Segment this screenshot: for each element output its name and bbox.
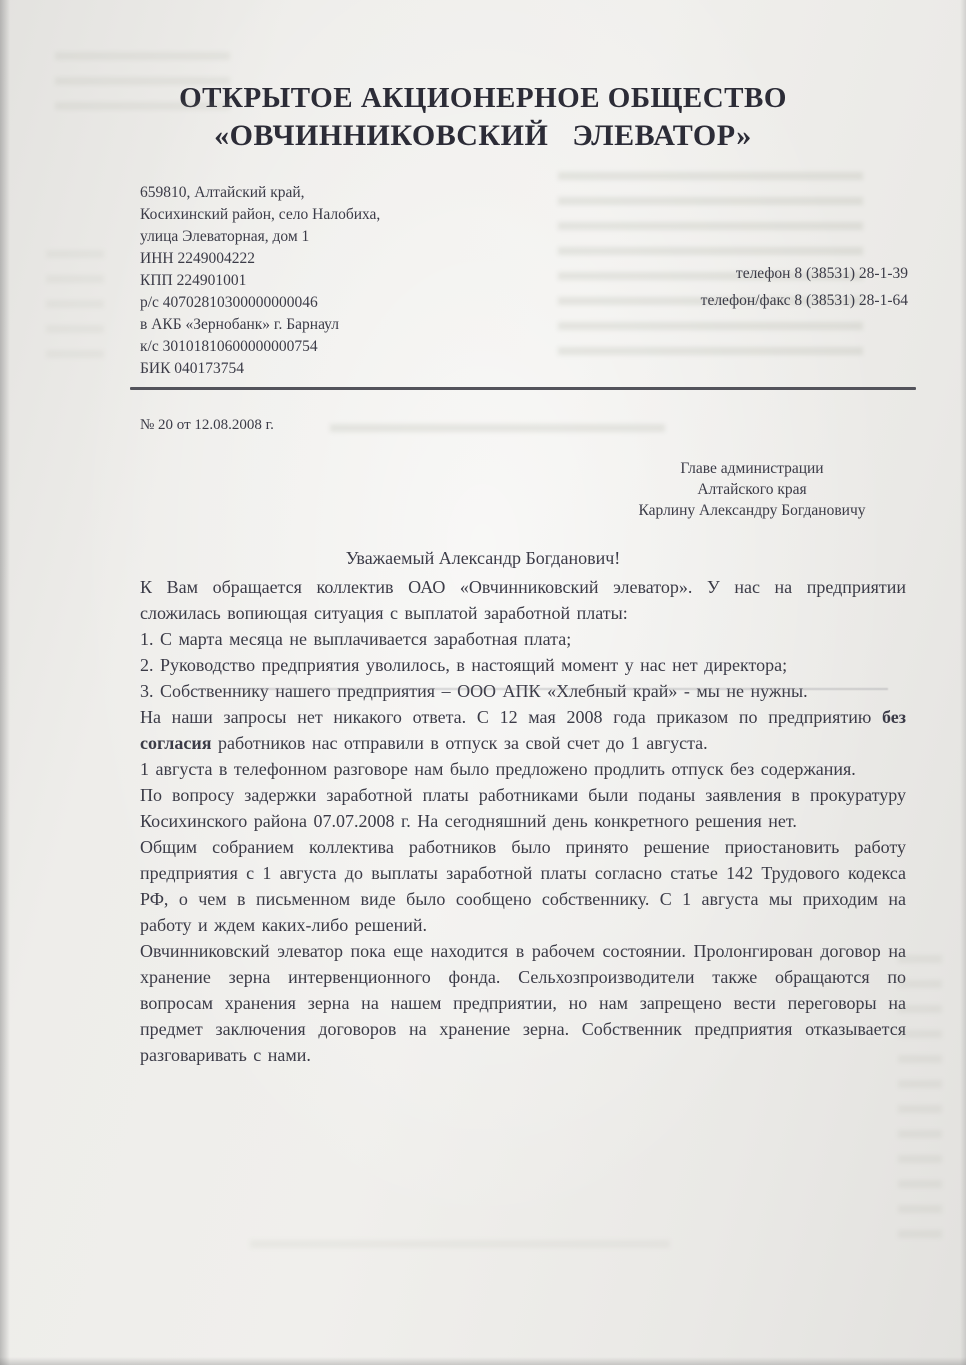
paragraph-text: работников нас отправили в отпуск за свой счет до 1 августа. xyxy=(211,733,708,753)
intro-paragraph: К Вам обращается коллектив ОАО «Овчинниковский элеватор». У нас на предприятии сложилась вопиющая ситуация с выплатой заработной платы: xyxy=(140,577,906,623)
scan-line-artifact xyxy=(236,688,888,690)
company-phones-block xyxy=(701,260,908,314)
address-line: 659810, Алтайский край, xyxy=(140,184,305,201)
letterhead-info xyxy=(0,182,966,380)
addressee-line: Главе администрации xyxy=(680,460,824,477)
addressee-line: Алтайского края xyxy=(697,481,807,498)
list-item-3: 3. Собственнику нашего предприятия – ООО АПК «Хлебный край» - мы не нужны. xyxy=(140,681,808,701)
bleedthrough-artifact xyxy=(330,424,665,442)
paragraph-prosecutor: По вопросу задержки заработной платы работниками были поданы заявления в прокуратуру Косихинского района 07.07.2008 г. На сегодняшний день конкретного решения нет. xyxy=(140,785,906,831)
bleedthrough-artifact xyxy=(55,52,230,124)
bleedthrough-artifact xyxy=(898,955,942,1245)
paragraph-bold-text: без согласия xyxy=(140,707,906,753)
list-item-1: 1. С марта месяца не выплачивается заработная плата; xyxy=(140,629,572,649)
addressee-block xyxy=(596,458,908,521)
address-line: к/с 30101810600000000754 xyxy=(140,338,318,355)
company-address-block xyxy=(140,182,500,380)
paragraph-august-call: 1 августа в телефонном разговоре нам было предложено продлить отпуск без содержания. xyxy=(140,759,856,779)
address-line: Косихинский район, село Налобиха, xyxy=(140,206,381,223)
address-line: КПП 224901001 xyxy=(140,272,247,289)
phone-line: телефон 8 (38531) 28-1-39 xyxy=(735,265,908,282)
company-name-line2: «ОВЧИННИКОВСКИЙ ЭЛЕВАТОР» xyxy=(214,119,752,152)
letter-body xyxy=(140,574,906,1068)
reference-number-line: № 20 от 12.08.2008 г. xyxy=(140,417,274,433)
address-line: р/с 40702810300000000046 xyxy=(140,294,318,311)
address-line: ИНН 2249004222 xyxy=(140,250,255,267)
salutation: Уважаемый Александр Богданович! xyxy=(345,548,621,568)
letterhead-divider xyxy=(130,387,916,390)
paragraph-work-stoppage: Общим собранием коллектива работников было принято решение приостановить работу предприятия с 1 августа до выплаты заработной платы согласно статье 142 Трудового кодекса РФ, о чем в письменном виде было сообщено собственнику. С 1 августа мы приходим на работу и ждем каких-либо решений. xyxy=(140,837,906,935)
phone-fax-line: телефон/факс 8 (38531) 28-1-64 xyxy=(700,292,908,309)
addressee-line: Карлину Александру Богдановичу xyxy=(638,502,866,519)
paragraph-elevator-state: Овчинниковский элеватор пока еще находится в рабочем состоянии. Пролонгирован договор на хранение зерна интервенционного фонда. Сельхозпроизводители также обращаются по вопросам хранения зерна на нашем предприятии, но нам запрещено вести переговоры на предмет заключения договоров на хранение зерна. Собственник предприятия отказывается разговаривать с нами. xyxy=(140,941,906,1065)
company-name-line1: ОТКРЫТОЕ АКЦИОНЕРНОЕ ОБЩЕСТВО xyxy=(179,82,787,114)
address-line: улица Элеваторная, дом 1 xyxy=(140,228,310,245)
paragraph-text: На наши запросы нет никакого ответа. С 12 мая 2008 года приказом по предприятию xyxy=(140,707,882,727)
paragraph-forced-vacation xyxy=(140,704,906,756)
scan-edge-shadow-bottom xyxy=(0,1357,966,1365)
address-line: БИК 040173754 xyxy=(140,360,245,377)
list-item-2: 2. Руководство предприятия уволилось, в настоящий момент у нас нет директора; xyxy=(140,655,788,675)
bleedthrough-artifact xyxy=(250,1240,670,1258)
address-line: в АКБ «Зернобанк» г. Барнаул xyxy=(140,316,339,333)
